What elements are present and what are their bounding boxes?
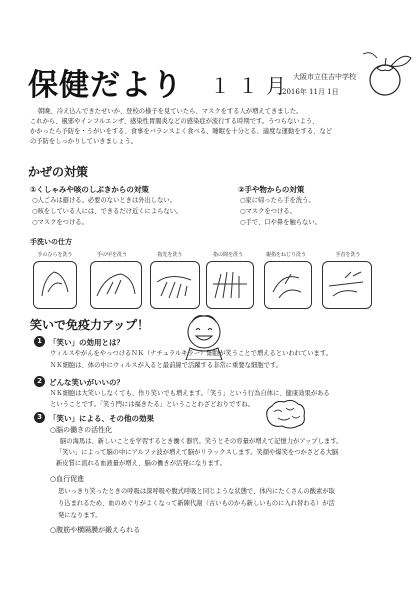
- cold-left-item: ○咳をしている人には、できるだけ近くによらない。: [32, 208, 183, 215]
- handwash-heading: 手洗いの仕方: [30, 238, 72, 246]
- q1-line: ウィルスやがんをやっつけるＮＫ（ナチュラルキラー）細胞が笑うことで増えるといわれています。: [50, 350, 332, 357]
- cold-right-item: ○家に帰ったら手を洗う。: [240, 197, 315, 204]
- q2-line: ということです。「笑う門には福きたる」ということわざどおりですね。: [50, 401, 255, 408]
- handwash-step-label: 手のひらを洗う: [37, 252, 73, 258]
- cold-heading: かぜの対策: [28, 165, 89, 179]
- month-label: １１月: [210, 74, 294, 98]
- cold-right-title: ②手や物からの対策: [238, 185, 305, 194]
- section-number-badge: 2: [34, 376, 45, 387]
- persimmon-illustration: [355, 48, 413, 98]
- cold-left-item: ○マスクをつける。: [32, 219, 88, 226]
- intro-line-4: の予防をしっかりしていきましょう。: [30, 138, 138, 145]
- cold-left-item: ○人ごみは避ける。必要のないときは外出しない。: [32, 197, 177, 204]
- blood-line: 思いっきり笑ったときの呼吸は深呼吸や腹式呼吸と同じような状態で、体内にたくさんの酸素が取: [58, 488, 335, 495]
- issue-date: 2016年 11月 1日: [282, 88, 339, 96]
- handwash-step-illustration: [90, 261, 142, 309]
- q2-line: ＮＫ細胞は大笑いしなくても、作り笑いでも増えます。「笑う」という行為自体に、健康効果がある: [50, 390, 330, 397]
- q3-title: 「笑い」による、その他の効果: [49, 414, 154, 423]
- handwash-step-illustration: [33, 261, 77, 309]
- handwash-step-illustration: [322, 261, 372, 309]
- blood-subtitle: ○血行促進: [50, 475, 85, 483]
- blood-line: 発になります。: [58, 512, 102, 519]
- intro-line-2: これから、風邪やインフルエンザ、感染性胃腸炎などの感染症が流行する時期です。うつらないよう、: [30, 118, 319, 125]
- handwash-step-label: 手首を洗う: [335, 252, 361, 258]
- handwash-step-illustration: [206, 261, 254, 309]
- school-name: 大阪市立住吉中学校: [293, 73, 356, 81]
- intro-line-3: かかったら予防を・うがいをする、食事をバランスよく食べる、睡眠を十分とる、適度な運動をする、など: [30, 128, 333, 135]
- cold-left-title: ①くしゃみや咳のしぶきからの対策: [30, 185, 149, 194]
- handwash-step-label: 手の甲を洗う: [96, 252, 127, 258]
- section-number-badge: 3: [34, 412, 45, 423]
- cold-right-item: ○マスクをつける。: [240, 208, 296, 215]
- q2-title: どんな笑いがいいの？: [49, 378, 124, 387]
- brain-subtitle: ○脳の働きの活性化: [50, 426, 113, 434]
- brain-line: 脳の海馬は、新しいことを学習するとき働く器官。笑うとその容量が増えて記憶力がアップします。: [60, 438, 343, 445]
- handwash-step-illustration: [264, 261, 312, 309]
- newsletter-title: 保健だより: [28, 68, 183, 103]
- q1-line: ＮＫ細胞は、体の中にウィルスが入ると最前線で活躍する非常に重要な細胞です。: [50, 362, 282, 369]
- handwash-step-label: 指先を洗う: [157, 252, 183, 258]
- brain-line: 新皮質に流れる血液量が増え、脳の働きが活発になります。: [56, 460, 226, 467]
- intro-line-1: 朝晩、冷え込んできたせいか、登校の様子を見ていたら、マスクをする人が増えてきました。: [38, 108, 303, 115]
- diaphragm-subtitle: ○腹筋や横隔膜が鍛えられる: [50, 526, 141, 534]
- section-number-badge: 1: [34, 336, 45, 347]
- handwash-step-label: 親指をねじり洗う: [265, 252, 306, 258]
- laugh-heading: 笑いで免疫力アップ！: [30, 318, 150, 332]
- brain-line: 「笑い」によって脳の中にアルファ波が増えて脳がリラックスします。笑顔や爆笑をつかさどる大脳: [56, 449, 339, 456]
- handwash-step-label: 指の間を洗う: [212, 252, 243, 258]
- brain-illustration: [262, 398, 308, 432]
- q1-title: 「笑い」の効用とは？: [49, 338, 124, 347]
- cold-right-item: ○手で、口や鼻を触らない。: [240, 219, 321, 226]
- blood-line: り込まれるため、血のめぐりがよくなって新陳代謝（古いものから新しいものに入れ替わる）が活: [58, 500, 335, 507]
- handwash-step-illustration: [150, 261, 200, 309]
